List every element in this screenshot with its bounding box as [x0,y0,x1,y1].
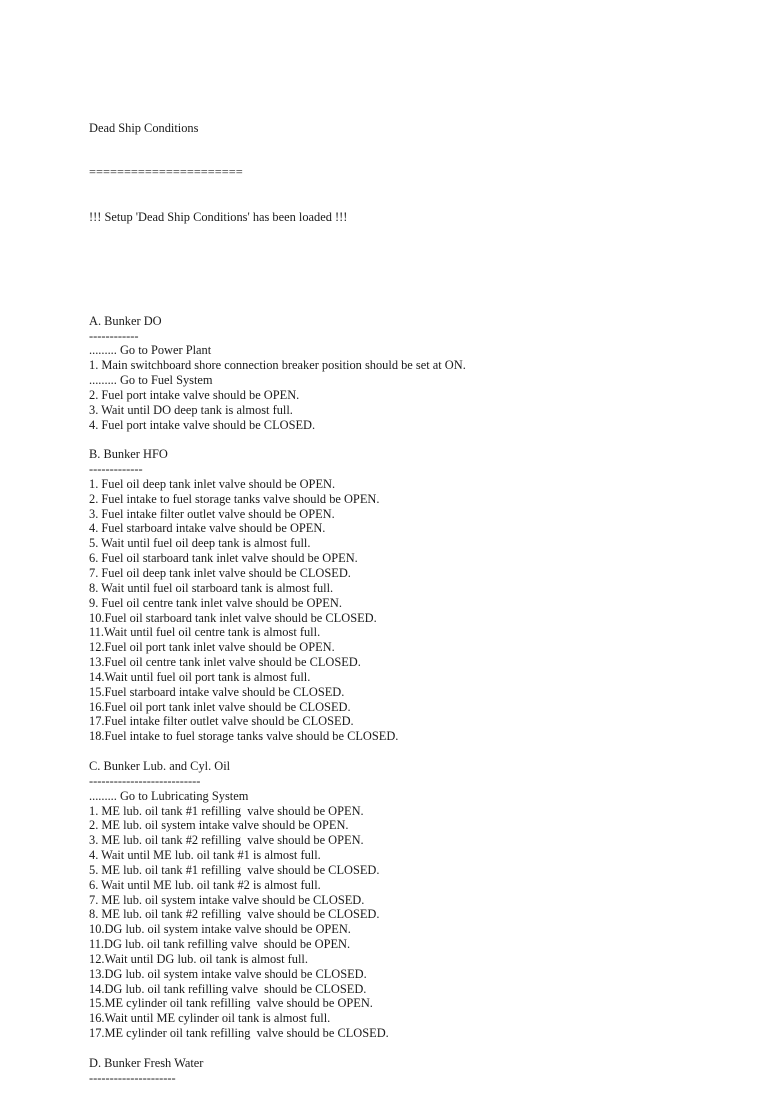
instruction-line: 6. Wait until ME lub. oil tank #2 is almost full. [89,877,321,892]
section-bunker-d [89,1056,729,1086]
instruction-line: 3. Fuel intake filter outlet valve should be OPEN. [89,506,335,521]
section-heading: D. Bunker Fresh Water [89,1055,204,1070]
instruction-line: 15.Fuel starboard intake valve should be CLOSED. [89,684,345,699]
instruction-line: 17.ME cylinder oil tank refilling valve should be CLOSED. [89,1026,389,1041]
section-rule: --------------------------- [89,773,201,788]
section-bunker-a [89,314,729,448]
instruction-line: 14.Wait until fuel oil port tank is almost full. [89,669,311,684]
section-heading: B. Bunker HFO [89,447,168,462]
instruction-line: 8. ME lub. oil tank #2 refilling valve should be CLOSED. [89,907,380,922]
instruction-line: 15.ME cylinder oil tank refilling valve should be OPEN. [89,996,373,1011]
instruction-line: ......... Go to Power Plant [89,343,212,358]
instruction-line: 7. Fuel oil deep tank inlet valve should be CLOSED. [89,566,351,580]
instruction-line: 13.DG lub. oil system intake valve should be CLOSED. [89,966,367,981]
instruction-line: 6. Fuel oil starboard tank inlet valve should be OPEN. [89,551,358,566]
instruction-line: 13.Fuel oil centre tank inlet valve should be CLOSED. [89,655,361,670]
section-heading: A. Bunker DO [89,313,162,328]
instruction-line: 14.DG lub. oil tank refilling valve should be CLOSED. [89,981,367,996]
section-heading: C. Bunker Lub. and Cyl. Oil [89,758,231,773]
instruction-line: 12.Fuel oil port tank inlet valve should be OPEN. [89,640,335,655]
instruction-line: ......... Go to Fuel System [89,373,213,388]
instruction-line: 4. Wait until ME lub. oil tank #1 is almost full. [89,848,321,863]
spacer [89,254,729,269]
section-rule: --------------------- [89,1070,176,1085]
instruction-line: 2. ME lub. oil system intake valve should be OPEN. [89,818,349,833]
section-rule: ------------ [89,328,139,343]
instruction-line: 11.Wait until fuel oil centre tank is almost full. [89,625,321,640]
section-rule: ------------- [89,462,143,477]
instruction-line: 5. ME lub. oil tank #1 refilling valve should be CLOSED. [89,862,380,877]
instruction-line: 4. Fuel port intake valve should be CLOSED. [89,417,316,432]
sections-container [89,314,729,1086]
instruction-line: 9. Fuel oil centre tank inlet valve should be OPEN. [89,595,342,610]
instruction-line: 2. Fuel port intake valve should be OPEN. [89,387,300,402]
instruction-line: 10.DG lub. oil system intake valve should be OPEN. [89,922,351,937]
section-bunker-b [89,447,729,759]
instruction-line: 3. Wait until DO deep tank is almost full. [89,402,293,417]
spacer [89,1041,729,1056]
instruction-line: 16.Fuel oil port tank inlet valve should be CLOSED. [89,699,351,714]
spacer [89,744,729,759]
spacer [89,432,729,447]
document-body [89,91,729,1115]
instruction-line: 2. Fuel intake to fuel storage tanks valve should be OPEN. [89,491,380,506]
instruction-line: 8. Wait until fuel oil starboard tank is almost full. [89,580,334,595]
instruction-line: 4. Fuel starboard intake valve should be OPEN. [89,521,326,536]
instruction-line: 1. Main switchboard shore connection breaker position should be set at ON. [89,358,466,373]
instruction-line: ......... Go to Lubricating System [89,788,249,803]
instruction-line: 16.Wait until ME cylinder oil tank is almost full. [89,1011,331,1026]
instruction-line: 18.Fuel intake to fuel storage tanks valve should be CLOSED. [89,729,399,744]
document-title: Dead Ship Conditions [89,120,199,135]
instruction-line: 11.DG lub. oil tank refilling valve should be OPEN. [89,937,351,952]
instruction-line: 5. Wait until fuel oil deep tank is almost full. [89,536,311,551]
instruction-line: 7. ME lub. oil system intake valve should be CLOSED. [89,892,365,907]
instruction-line: 1. Fuel oil deep tank inlet valve should be OPEN. [89,476,336,491]
section-bunker-c [89,759,729,1056]
title-rule: ====================== [89,165,243,180]
instruction-line: 10.Fuel oil starboard tank inlet valve should be CLOSED. [89,610,377,625]
instruction-line: 3. ME lub. oil tank #2 refilling valve should be OPEN. [89,833,364,848]
instruction-line: 12.Wait until DG lub. oil tank is almost full. [89,951,308,966]
instruction-line: 17.Fuel intake filter outlet valve should be CLOSED. [89,714,354,729]
instruction-line: 1. ME lub. oil tank #1 refilling valve should be OPEN. [89,803,364,818]
loaded-message: !!! Setup 'Dead Ship Conditions' has been loaded !!! [89,209,348,224]
